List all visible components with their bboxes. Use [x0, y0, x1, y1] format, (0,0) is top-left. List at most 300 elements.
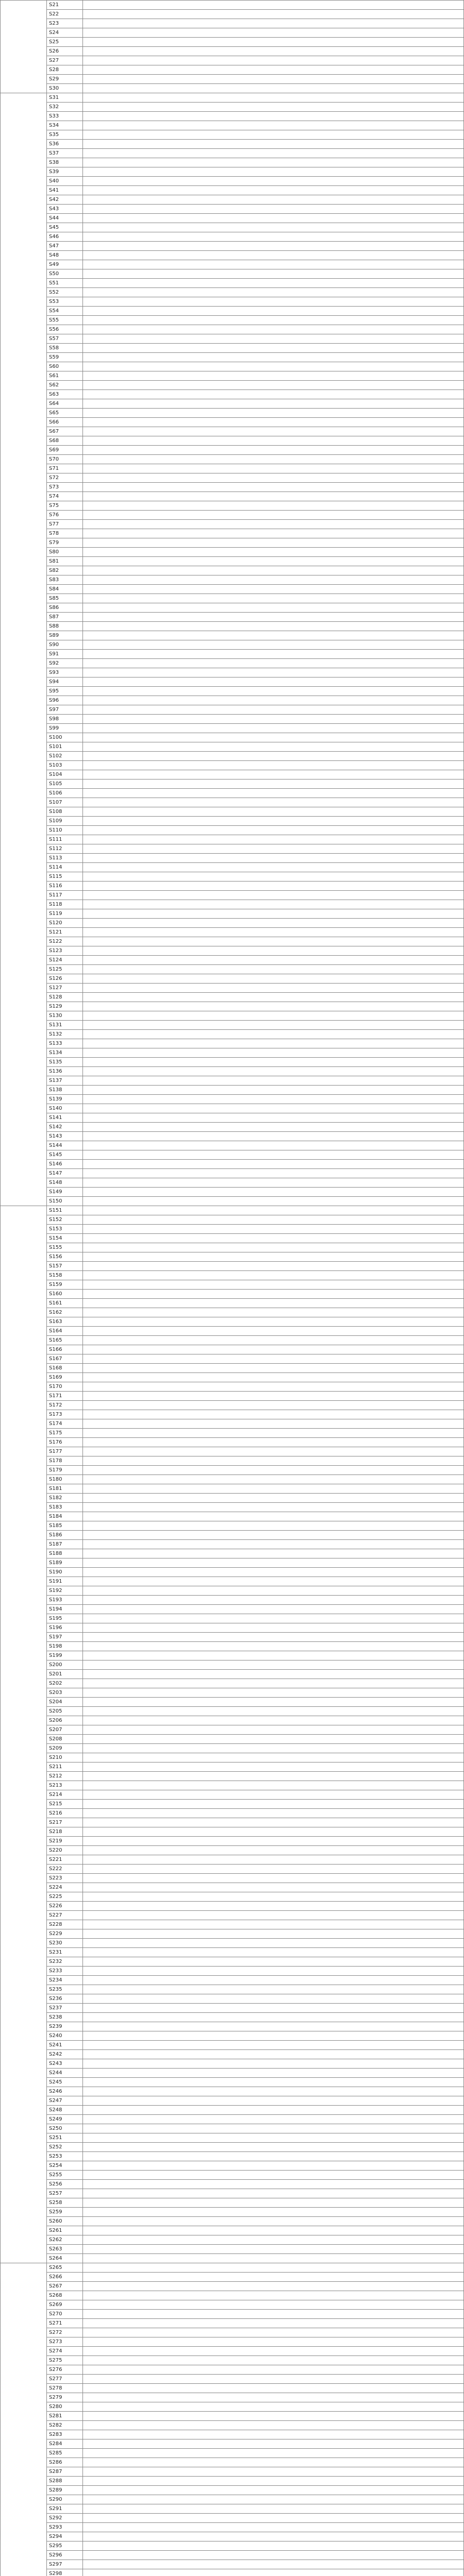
row-description-cell	[83, 2347, 464, 2356]
table-row	[1, 1800, 464, 1809]
row-description-cell	[83, 2375, 464, 2384]
row-code-cell: S271	[47, 2319, 83, 2328]
row-description-cell	[83, 733, 464, 742]
row-description-cell	[83, 1512, 464, 1521]
table-row	[1, 436, 464, 446]
row-description-cell	[83, 1048, 464, 1058]
row-code-cell: S292	[47, 2514, 83, 2523]
table-row	[1, 1837, 464, 1846]
table-row	[1, 2291, 464, 2300]
row-code-cell: S219	[47, 1837, 83, 1846]
row-description-cell	[83, 1447, 464, 1456]
table-row	[1, 1874, 464, 1883]
row-code-cell: S280	[47, 2402, 83, 2412]
table-row	[1, 1113, 464, 1123]
row-code-cell: S198	[47, 1642, 83, 1651]
row-description-cell	[83, 1818, 464, 1827]
table-row	[1, 1178, 464, 1188]
row-code-cell: S149	[47, 1188, 83, 1197]
row-description-cell	[83, 307, 464, 316]
row-description-cell	[83, 2050, 464, 2059]
row-code-cell: S172	[47, 1401, 83, 1410]
table-row	[1, 900, 464, 909]
table-row	[1, 1976, 464, 1985]
row-description-cell	[83, 1911, 464, 1920]
table-row	[1, 733, 464, 742]
row-code-cell: S100	[47, 733, 83, 742]
table-row	[1, 575, 464, 585]
table-row	[1, 1670, 464, 1679]
table-row	[1, 993, 464, 1002]
table-row	[1, 1790, 464, 1800]
row-description-cell	[83, 566, 464, 575]
table-row	[1, 483, 464, 492]
row-description-cell	[83, 149, 464, 158]
row-description-cell	[83, 223, 464, 232]
row-code-cell: S178	[47, 1456, 83, 1466]
row-code-cell: S56	[47, 325, 83, 334]
table-row	[1, 242, 464, 251]
table-row	[1, 1243, 464, 1252]
table-row	[1, 2532, 464, 2541]
row-description-cell	[83, 2133, 464, 2143]
row-code-cell: S164	[47, 1327, 83, 1336]
row-code-cell: S26	[47, 47, 83, 56]
row-code-cell: S189	[47, 1558, 83, 1568]
row-code-cell: S141	[47, 1113, 83, 1123]
row-description-cell	[83, 1206, 464, 1215]
row-description-cell	[83, 1419, 464, 1429]
row-code-cell: S257	[47, 2189, 83, 2198]
row-description-cell	[83, 2495, 464, 2504]
row-code-cell: S202	[47, 1679, 83, 1688]
row-description-cell	[83, 1169, 464, 1178]
table-row	[1, 1484, 464, 1494]
row-description-cell	[83, 2532, 464, 2541]
row-description-cell	[83, 1605, 464, 1614]
row-description-cell	[83, 1030, 464, 1039]
row-code-cell: S113	[47, 854, 83, 863]
row-description-cell	[83, 1271, 464, 1280]
row-description-cell	[83, 418, 464, 427]
row-code-cell: S170	[47, 1382, 83, 1392]
row-code-cell: S213	[47, 1781, 83, 1790]
table-row	[1, 205, 464, 214]
row-code-cell: S119	[47, 909, 83, 919]
row-code-cell: S216	[47, 1809, 83, 1818]
row-description-cell	[83, 724, 464, 733]
row-code-cell: S57	[47, 334, 83, 344]
row-code-cell: S83	[47, 575, 83, 585]
row-code-cell: S21	[47, 1, 83, 10]
row-code-cell: S138	[47, 1086, 83, 1095]
table-row	[1, 1586, 464, 1596]
row-description-cell	[83, 807, 464, 817]
table-row	[1, 687, 464, 696]
row-description-cell	[83, 1197, 464, 1206]
row-description-cell	[83, 2171, 464, 2180]
row-description-cell	[83, 677, 464, 687]
table-row	[1, 937, 464, 946]
row-description-cell	[83, 640, 464, 650]
row-description-cell	[83, 2069, 464, 2078]
table-row	[1, 121, 464, 130]
table-row	[1, 752, 464, 761]
row-code-cell: S245	[47, 2078, 83, 2087]
row-description-cell	[83, 1790, 464, 1800]
row-code-cell: S157	[47, 1262, 83, 1271]
row-description-cell	[83, 1846, 464, 1855]
row-description-cell	[83, 2273, 464, 2282]
row-code-cell: S37	[47, 149, 83, 158]
row-description-cell	[83, 1373, 464, 1382]
row-code-cell: S193	[47, 1596, 83, 1605]
row-description-cell	[83, 770, 464, 779]
table-row	[1, 2143, 464, 2152]
row-code-cell: S210	[47, 1753, 83, 1762]
table-row	[1, 1577, 464, 1586]
table-row	[1, 1614, 464, 1623]
row-code-cell: S47	[47, 242, 83, 251]
table-row	[1, 65, 464, 75]
row-code-cell: S142	[47, 1123, 83, 1132]
row-code-cell: S104	[47, 770, 83, 779]
table-row	[1, 418, 464, 427]
table-row	[1, 2041, 464, 2050]
table-row	[1, 2402, 464, 2412]
table-row	[1, 28, 464, 38]
row-description-cell	[83, 1503, 464, 1512]
row-description-cell	[83, 399, 464, 409]
row-code-cell: S233	[47, 1967, 83, 1976]
row-description-cell	[83, 121, 464, 130]
row-description-cell	[83, 1188, 464, 1197]
table-row	[1, 344, 464, 353]
table-row	[1, 2347, 464, 2356]
row-code-cell: S98	[47, 715, 83, 724]
table-row	[1, 2106, 464, 2115]
row-code-cell: S262	[47, 2235, 83, 2245]
table-row	[1, 381, 464, 390]
table-row	[1, 650, 464, 659]
row-code-cell: S270	[47, 2310, 83, 2319]
row-code-cell: S252	[47, 2143, 83, 2152]
row-description-cell	[83, 1744, 464, 1753]
row-description-cell	[83, 1994, 464, 2004]
table-row	[1, 1920, 464, 1929]
row-description-cell	[83, 1132, 464, 1141]
row-code-cell: S291	[47, 2504, 83, 2514]
row-description-cell	[83, 28, 464, 38]
row-code-cell: S290	[47, 2495, 83, 2504]
table-row	[1, 2504, 464, 2514]
row-code-cell: S102	[47, 752, 83, 761]
row-description-cell	[83, 158, 464, 167]
row-description-cell	[83, 2124, 464, 2133]
row-code-cell: S106	[47, 789, 83, 798]
row-code-cell: S284	[47, 2439, 83, 2449]
table-row	[1, 1596, 464, 1605]
row-code-cell: S158	[47, 1271, 83, 1280]
table-row	[1, 1846, 464, 1855]
table-row	[1, 1327, 464, 1336]
row-code-cell: S214	[47, 1790, 83, 1800]
row-code-cell: S43	[47, 205, 83, 214]
table-row	[1, 427, 464, 436]
row-code-cell: S237	[47, 2004, 83, 2013]
row-code-cell: S287	[47, 2467, 83, 2477]
row-code-cell: S54	[47, 307, 83, 316]
row-code-cell: S82	[47, 566, 83, 575]
row-code-cell: S289	[47, 2486, 83, 2495]
row-description-cell	[83, 1262, 464, 1271]
table-row	[1, 891, 464, 900]
table-row	[1, 1021, 464, 1030]
row-code-cell: S200	[47, 1660, 83, 1670]
row-code-cell: S76	[47, 511, 83, 520]
row-description-cell	[83, 19, 464, 28]
row-description-cell	[83, 1178, 464, 1188]
row-description-cell	[83, 1076, 464, 1086]
table-row	[1, 2449, 464, 2458]
table-row	[1, 1753, 464, 1762]
row-description-cell	[83, 2439, 464, 2449]
row-description-cell	[83, 993, 464, 1002]
table-row	[1, 1048, 464, 1058]
row-description-cell	[83, 269, 464, 279]
table-row	[1, 2078, 464, 2087]
row-description-cell	[83, 2282, 464, 2291]
row-description-cell	[83, 2263, 464, 2273]
row-code-cell: S67	[47, 427, 83, 436]
row-code-cell: S49	[47, 260, 83, 269]
row-description-cell	[83, 1568, 464, 1577]
row-description-cell	[83, 946, 464, 956]
table-row	[1, 1781, 464, 1790]
row-code-cell: S120	[47, 919, 83, 928]
table-row	[1, 362, 464, 371]
row-description-cell	[83, 974, 464, 984]
row-code-cell: S89	[47, 631, 83, 640]
row-code-cell: S259	[47, 2208, 83, 2217]
row-code-cell: S132	[47, 1030, 83, 1039]
row-description-cell	[83, 2328, 464, 2337]
table-row	[1, 1225, 464, 1234]
row-description-cell	[83, 1113, 464, 1123]
row-description-cell	[83, 511, 464, 520]
table-row	[1, 2310, 464, 2319]
table-row	[1, 2328, 464, 2337]
row-code-cell: S195	[47, 1614, 83, 1623]
table-row	[1, 1429, 464, 1438]
row-description-cell	[83, 492, 464, 501]
row-code-cell: S242	[47, 2050, 83, 2059]
row-description-cell	[83, 2226, 464, 2235]
table-row	[1, 1716, 464, 1725]
row-description-cell	[83, 1725, 464, 1735]
table-row	[1, 455, 464, 464]
table-row	[1, 677, 464, 687]
table-row	[1, 334, 464, 344]
row-description-cell	[83, 1382, 464, 1392]
row-code-cell: S117	[47, 891, 83, 900]
row-description-cell	[83, 1929, 464, 1939]
table-row	[1, 2551, 464, 2560]
row-description-cell	[83, 2393, 464, 2402]
row-description-cell	[83, 752, 464, 761]
row-code-cell: S249	[47, 2115, 83, 2124]
table-row	[1, 2198, 464, 2208]
row-code-cell: S295	[47, 2541, 83, 2551]
row-description-cell	[83, 112, 464, 121]
table-row	[1, 594, 464, 603]
table-row	[1, 2560, 464, 2569]
row-code-cell: S293	[47, 2523, 83, 2532]
row-description-cell	[83, 279, 464, 288]
table-row	[1, 1, 464, 10]
row-description-cell	[83, 1243, 464, 1252]
row-description-cell	[83, 1141, 464, 1150]
row-description-cell	[83, 501, 464, 511]
table-row	[1, 2087, 464, 2096]
table-row	[1, 1865, 464, 1874]
row-description-cell	[83, 56, 464, 65]
row-code-cell: S162	[47, 1308, 83, 1317]
table-row	[1, 1772, 464, 1781]
row-description-cell	[83, 1299, 464, 1308]
table-row	[1, 724, 464, 733]
row-description-cell	[83, 1067, 464, 1076]
table-row	[1, 1308, 464, 1317]
row-code-cell: S134	[47, 1048, 83, 1058]
row-code-cell: S88	[47, 622, 83, 631]
table-row	[1, 1104, 464, 1113]
row-code-cell: S215	[47, 1800, 83, 1809]
row-description-cell	[83, 362, 464, 371]
row-code-cell: S33	[47, 112, 83, 121]
row-description-cell	[83, 1670, 464, 1679]
table-row	[1, 1150, 464, 1160]
row-code-cell: S39	[47, 167, 83, 177]
row-description-cell	[83, 844, 464, 854]
row-description-cell	[83, 705, 464, 715]
table-row	[1, 603, 464, 613]
table-row	[1, 1188, 464, 1197]
table-row	[1, 2569, 464, 2576]
table-row	[1, 1929, 464, 1939]
table-row	[1, 399, 464, 409]
table-row	[1, 798, 464, 807]
row-description-cell	[83, 696, 464, 705]
row-description-cell	[83, 2337, 464, 2347]
row-description-cell	[83, 1586, 464, 1596]
row-description-cell	[83, 195, 464, 205]
row-description-cell	[83, 316, 464, 325]
table-row	[1, 2050, 464, 2059]
table-row	[1, 1883, 464, 1892]
row-code-cell: S131	[47, 1021, 83, 1030]
table-row	[1, 1252, 464, 1262]
row-description-cell	[83, 1558, 464, 1568]
row-code-cell: S130	[47, 1011, 83, 1021]
row-description-cell	[83, 1967, 464, 1976]
row-description-cell	[83, 1, 464, 10]
row-description-cell	[83, 900, 464, 909]
row-code-cell: S95	[47, 687, 83, 696]
table-row	[1, 761, 464, 770]
row-code-cell: S186	[47, 1531, 83, 1540]
table-row	[1, 353, 464, 362]
row-code-cell: S112	[47, 844, 83, 854]
row-description-cell	[83, 2106, 464, 2115]
table-row	[1, 325, 464, 334]
row-description-cell	[83, 603, 464, 613]
table-row	[1, 1364, 464, 1373]
row-description-cell	[83, 38, 464, 47]
table-row	[1, 1438, 464, 1447]
row-code-cell: S207	[47, 1725, 83, 1735]
row-code-cell: S87	[47, 613, 83, 622]
row-description-cell	[83, 1800, 464, 1809]
table-row	[1, 984, 464, 993]
table-row	[1, 1141, 464, 1150]
row-code-cell: S196	[47, 1623, 83, 1633]
row-description-cell	[83, 205, 464, 214]
row-description-cell	[83, 2115, 464, 2124]
row-code-cell: S246	[47, 2087, 83, 2096]
row-code-cell: S78	[47, 529, 83, 538]
row-description-cell	[83, 1874, 464, 1883]
row-code-cell: S260	[47, 2217, 83, 2226]
table-row	[1, 538, 464, 548]
table-row	[1, 1633, 464, 1642]
row-code-cell: S281	[47, 2412, 83, 2421]
table-row	[1, 1494, 464, 1503]
table-row	[1, 2263, 464, 2273]
row-description-cell	[83, 1781, 464, 1790]
row-code-cell: S156	[47, 1252, 83, 1262]
table-row	[1, 1568, 464, 1577]
row-description-cell	[83, 1095, 464, 1104]
row-code-cell: S253	[47, 2152, 83, 2161]
row-description-cell	[83, 594, 464, 603]
row-code-cell: S31	[47, 93, 83, 103]
table-row	[1, 195, 464, 205]
row-code-cell: S209	[47, 1744, 83, 1753]
row-code-cell: S111	[47, 835, 83, 844]
table-row	[1, 557, 464, 566]
row-code-cell: S127	[47, 984, 83, 993]
row-code-cell: S266	[47, 2273, 83, 2282]
table-row	[1, 1605, 464, 1614]
table-row	[1, 520, 464, 529]
table-row	[1, 93, 464, 103]
row-code-cell: S115	[47, 872, 83, 882]
table-row	[1, 1345, 464, 1354]
row-description-cell	[83, 2402, 464, 2412]
row-code-cell: S28	[47, 65, 83, 75]
table-row	[1, 1957, 464, 1967]
table-row	[1, 1967, 464, 1976]
row-code-cell: S65	[47, 409, 83, 418]
table-row	[1, 854, 464, 863]
row-description-cell	[83, 2477, 464, 2486]
table-row	[1, 529, 464, 538]
row-description-cell	[83, 826, 464, 835]
row-code-cell: S146	[47, 1160, 83, 1169]
row-description-cell	[83, 529, 464, 538]
row-code-cell: S288	[47, 2477, 83, 2486]
